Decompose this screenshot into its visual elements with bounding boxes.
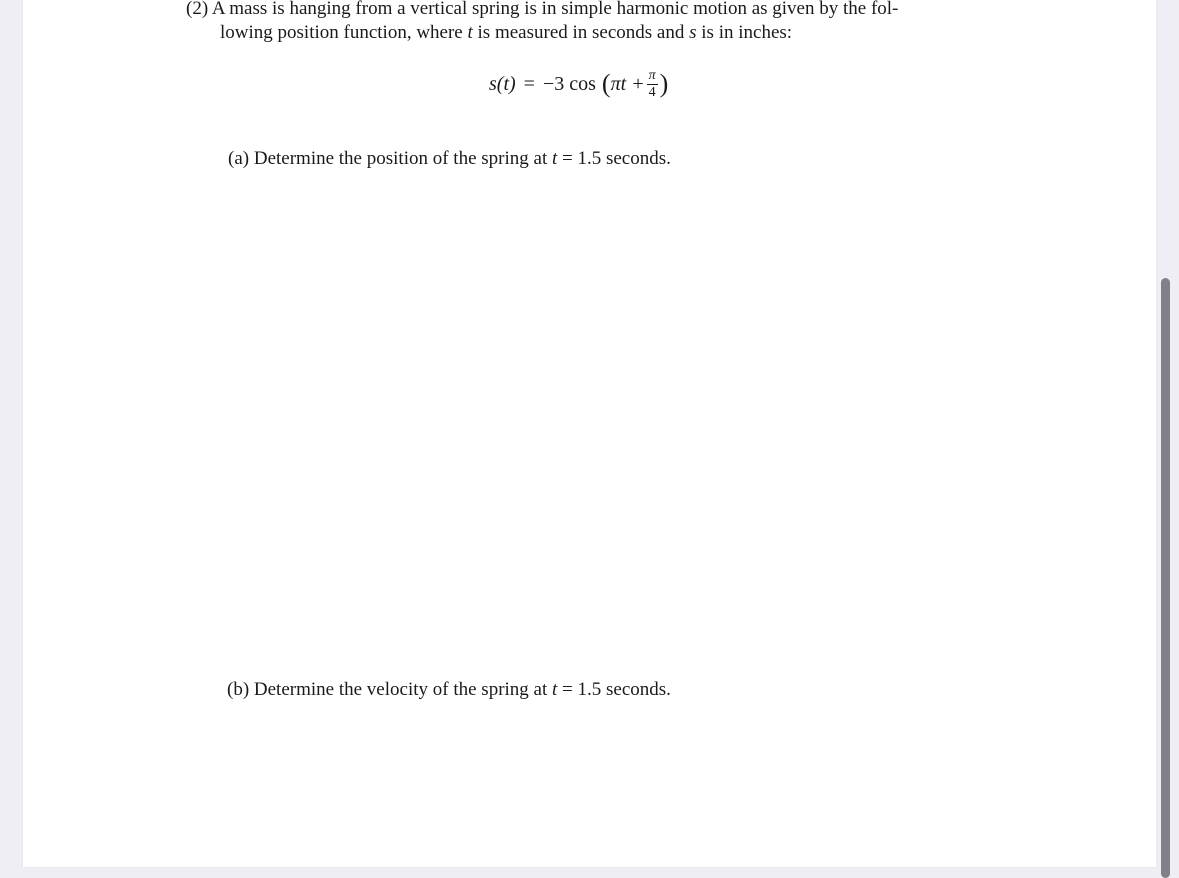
vertical-scrollbar-thumb[interactable] — [1161, 278, 1170, 878]
problem-line-1 — [186, 0, 898, 21]
part-b-variable: t — [552, 679, 558, 700]
fraction-denominator: 4 — [648, 84, 656, 100]
problem-line-1-text: A mass is hanging from a vertical spring is in simple harmonic motion as given by the fol- — [211, 0, 899, 19]
equation-close-paren: ) — [659, 69, 669, 98]
problem-line-2-part3: is in inches: — [701, 22, 793, 43]
part-a-value: 1.5 seconds. — [577, 148, 671, 169]
part-a-text: Determine the position of the spring at — [253, 148, 548, 169]
variable-s: s — [689, 22, 697, 43]
part-b-equals: = — [562, 679, 573, 700]
problem-line-2-part2: is measured in seconds and — [477, 22, 685, 43]
equation-lhs: s(t) — [489, 72, 516, 95]
equation-open-paren: ( — [601, 69, 611, 98]
part-b-text: Determine the velocity of the spring at — [253, 679, 548, 700]
pdf-page — [23, 0, 1156, 867]
equation-fraction — [647, 69, 658, 100]
part-b — [227, 678, 671, 702]
part-a-label: (a) — [228, 148, 250, 169]
variable-t: t — [467, 22, 473, 43]
problem-line-2 — [220, 21, 792, 45]
equation-equals: = — [523, 72, 535, 95]
part-a-equals: = — [562, 148, 573, 169]
part-b-value: 1.5 seconds. — [577, 679, 671, 700]
part-a-variable: t — [551, 148, 558, 169]
problem-number: (2) — [186, 0, 209, 19]
problem-line-2-part1: lowing position function, where — [220, 22, 463, 43]
position-equation — [489, 62, 668, 106]
part-a — [228, 147, 671, 171]
fraction-numerator: π — [648, 67, 656, 83]
equation-coefficient: −3 cos — [542, 72, 596, 95]
equation-inner: πt + — [610, 72, 645, 95]
part-b-label: (b) — [227, 679, 250, 700]
